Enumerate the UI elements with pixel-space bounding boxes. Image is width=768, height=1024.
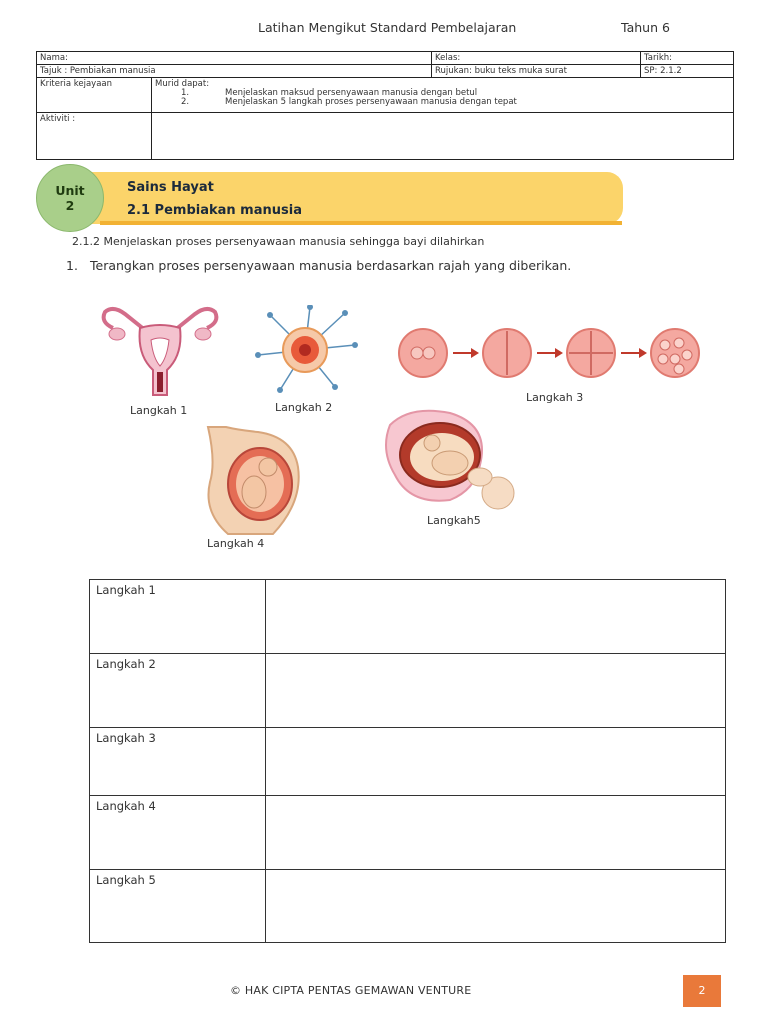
unit-badge [36,164,104,232]
table-row [90,870,726,943]
rujukan-field[interactable]: Rujukan: buku teks muka surat [432,65,641,78]
info-table [36,51,734,160]
answer-cell[interactable] [266,870,726,943]
kriteria-label: Kriteria kejayaan [37,78,152,113]
table-row [90,796,726,870]
row-label: Langkah 2 [90,654,266,728]
topic-title: 2.1 Pembiakan manusia [127,203,302,218]
aktiviti-label: Aktiviti : [37,113,152,160]
table-row [90,580,726,654]
criteria-list [155,89,730,107]
question-text: Terangkan proses persenyawaan manusia berdasarkan rajah yang diberikan. [90,258,572,273]
year-label: Tahun 6 [621,20,670,35]
question-number: 1. [66,258,78,273]
row-label: Langkah 3 [90,728,266,796]
tarikh-field[interactable]: Tarikh: [641,52,734,65]
banner-accent-line [100,221,622,225]
pregnancy-illustration [198,422,308,537]
answer-cell[interactable] [266,796,726,870]
figure-label-step1: Langkah 1 [130,404,188,417]
figure-label-step2: Langkah 2 [275,401,333,414]
cell-division-illustration [395,325,705,385]
criteria-item: 1. Menjelaskan maksud persenyawaan manusia dengan betul [181,88,478,98]
answer-cell[interactable] [266,654,726,728]
sperm-egg-illustration [250,305,360,395]
nama-field[interactable]: Nama: [37,52,432,65]
subject-title: Sains Hayat [127,180,214,195]
unit-label: Unit [55,183,85,198]
learning-standard: 2.1.2 Menjelaskan proses persenyawaan manusia sehingga bayi dilahirkan [72,235,485,248]
answer-cell[interactable] [266,728,726,796]
answer-cell[interactable] [266,580,726,654]
copyright-text: © HAK CIPTA PENTAS GEMAWAN VENTURE [230,984,472,997]
figure-label-step4: Langkah 4 [207,537,265,550]
table-row [90,654,726,728]
murid-dapat-label: Murid dapat: [155,79,210,89]
table-row [90,728,726,796]
uterus-illustration [95,300,225,400]
answer-table [89,579,726,943]
row-label: Langkah 5 [90,870,266,943]
tajuk-field: Tajuk : Pembiakan manusia [37,65,432,78]
childbirth-illustration [380,405,525,515]
criteria-item: 2. Menjelaskan 5 langkah proses persenyawaan manusia dengan tepat [181,97,517,107]
figure-label-step5: Langkah5 [427,514,481,527]
kelas-field[interactable]: Kelas: [432,52,641,65]
figure-label-step3: Langkah 3 [526,391,584,404]
row-label: Langkah 4 [90,796,266,870]
worksheet-title: Latihan Mengikut Standard Pembelajaran [258,20,517,35]
unit-number: 2 [65,198,75,213]
sp-field: SP: 2.1.2 [641,65,734,78]
kriteria-cell [152,78,734,113]
aktiviti-field[interactable] [152,113,734,160]
page-number: 2 [683,975,721,1007]
row-label: Langkah 1 [90,580,266,654]
